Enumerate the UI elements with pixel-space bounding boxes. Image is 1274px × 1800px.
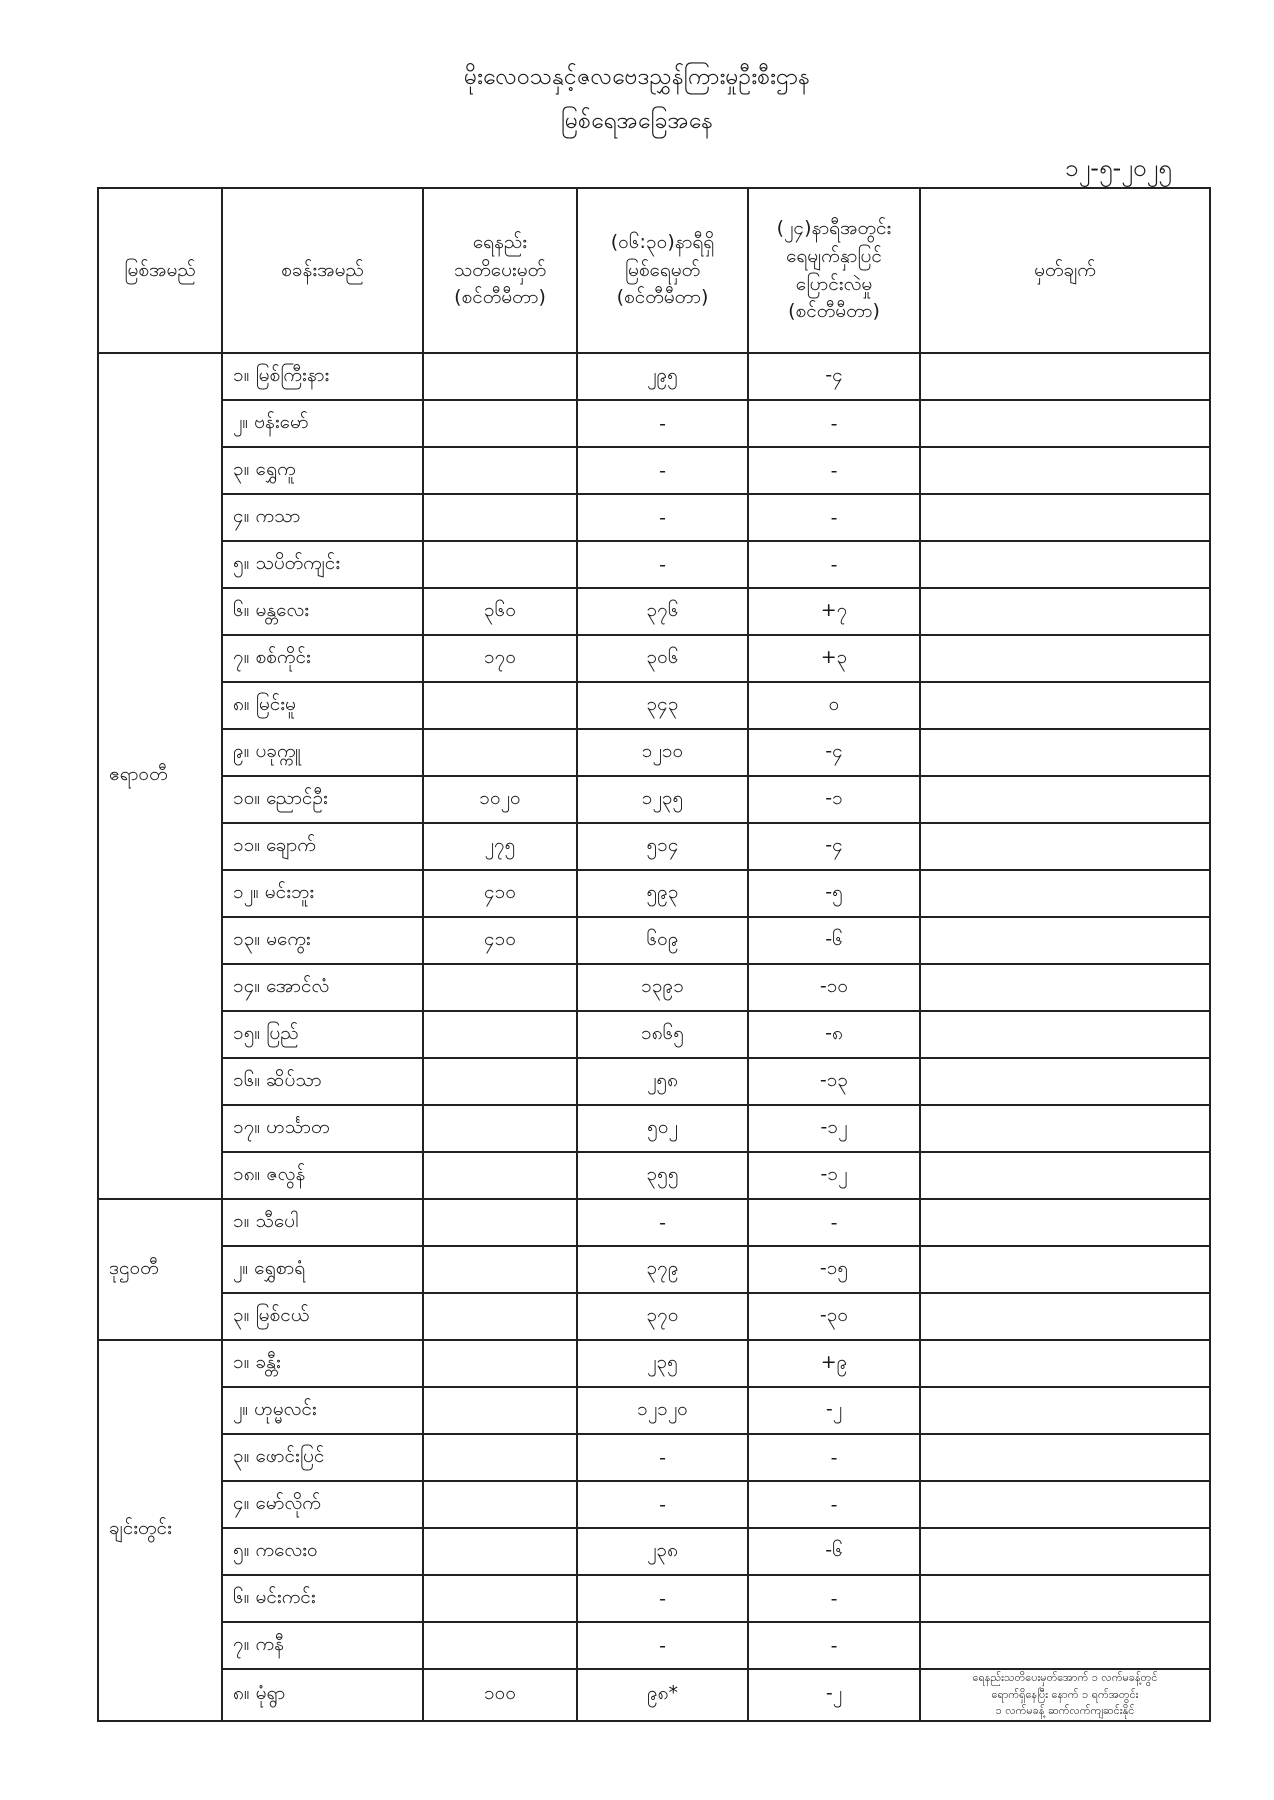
warning-level-cell: [423, 447, 577, 494]
remark-cell: [920, 1575, 1210, 1622]
remark-cell: [920, 1246, 1210, 1293]
warning-level-cell: [423, 1528, 577, 1575]
water-level-cell: -: [577, 1199, 748, 1246]
station-name-cell: ၉။ ပခုက္ကူ: [222, 729, 423, 776]
water-level-cell: ၃၀၆: [577, 635, 748, 682]
report-date: ၁၂-၅-၂၀၂၅: [1065, 154, 1172, 182]
change-cell: -: [748, 1481, 920, 1528]
water-level-cell: ၁၂၃၅: [577, 776, 748, 823]
water-level-cell: -: [577, 541, 748, 588]
remark-cell: [920, 1340, 1210, 1387]
station-name-cell: ၆။ မန္တလေး: [222, 588, 423, 635]
change-cell: -၁၂: [748, 1105, 920, 1152]
water-level-cell: ၅၁၄: [577, 823, 748, 870]
change-cell: -၁၂: [748, 1152, 920, 1199]
table-row: [98, 1528, 1210, 1575]
station-name-cell: ၁၁။ ချောက်: [222, 823, 423, 870]
remark-line: ရောက်ရှိနေပြီး နောက် ၁ ရက်အတွင်း: [991, 1687, 1139, 1701]
station-name-cell: ၃။ ဖောင်းပြင်: [222, 1434, 423, 1481]
station-name-cell: ၂။ ဗန်းမော်: [222, 400, 423, 447]
remark-cell: [920, 1293, 1210, 1340]
table-row: [98, 682, 1210, 729]
change-cell: -: [748, 494, 920, 541]
warning-level-cell: [423, 1575, 577, 1622]
warning-level-cell: [423, 1199, 577, 1246]
warning-level-cell: [423, 1152, 577, 1199]
header-station: စခန်းအမည်: [222, 188, 423, 353]
water-level-cell: ၁၃၉၁: [577, 964, 748, 1011]
remark-cell: [920, 823, 1210, 870]
change-cell: -၁၃: [748, 1058, 920, 1105]
change-cell: -၆: [748, 1528, 920, 1575]
table-row: [98, 447, 1210, 494]
station-name-cell: ၁၄။ အောင်လံ: [222, 964, 423, 1011]
remark-cell: [920, 588, 1210, 635]
water-level-cell: ၅၀၂: [577, 1105, 748, 1152]
header-24h-change: [748, 188, 920, 353]
warning-level-cell: ၄၁၀: [423, 870, 577, 917]
table-row: [98, 1669, 1210, 1721]
station-name-cell: ၁။ မြစ်ကြီးနား: [222, 353, 423, 400]
header-level-line: (စင်တီမီတာ): [616, 286, 709, 309]
remark-cell: [920, 1105, 1210, 1152]
station-name-cell: ၁၇။ ဟင်္သာတ: [222, 1105, 423, 1152]
station-name-cell: ၈။ မုံရွာ: [222, 1669, 423, 1721]
station-name-cell: ၅။ သပိတ်ကျင်း: [222, 541, 423, 588]
remark-cell: [920, 1622, 1210, 1669]
river-name-cell: ဒုဌဝတီ: [98, 1199, 222, 1340]
change-cell: -၄: [748, 823, 920, 870]
remark-cell: [920, 447, 1210, 494]
river-name-cell: ဧရာဝတီ: [98, 353, 222, 1199]
water-level-cell: -: [577, 1575, 748, 1622]
station-name-cell: ၁၅။ ပြည်: [222, 1011, 423, 1058]
station-name-cell: ၂။ ဟုမ္မလင်း: [222, 1387, 423, 1434]
table-row: [98, 1575, 1210, 1622]
remark-cell: [920, 729, 1210, 776]
warning-level-cell: ၁၀၀: [423, 1669, 577, 1721]
remark-cell: [920, 353, 1210, 400]
header-row: [98, 188, 1210, 353]
table-row: [98, 1340, 1210, 1387]
table-row: [98, 1011, 1210, 1058]
warning-level-cell: [423, 1434, 577, 1481]
change-cell: -၂: [748, 1669, 920, 1721]
table-row: [98, 1293, 1210, 1340]
water-level-cell: ၃၇၆: [577, 588, 748, 635]
water-level-cell: ၁၈၆၅: [577, 1011, 748, 1058]
water-level-cell: ၁၂၁၂၀: [577, 1387, 748, 1434]
table-row: [98, 917, 1210, 964]
change-cell: -၁၅: [748, 1246, 920, 1293]
table-row: [98, 1105, 1210, 1152]
table-body: [98, 353, 1210, 1721]
remark-cell: [920, 870, 1210, 917]
remark-line: ရေနည်းသတိပေးမှတ်အောက် ၁ လက်မခန့်တွင်: [972, 1671, 1158, 1684]
water-level-cell: -: [577, 494, 748, 541]
remark-cell: [920, 635, 1210, 682]
header-change-line: (၂၄)နာရီအတွင်း: [776, 217, 892, 240]
water-level-cell: -: [577, 1622, 748, 1669]
station-name-cell: ၃။ မြစ်ငယ်: [222, 1293, 423, 1340]
table-row: [98, 964, 1210, 1011]
header-water-level: [577, 188, 748, 353]
header-remark: မှတ်ချက်: [920, 188, 1210, 353]
station-name-cell: ၁၀။ ညောင်ဦး: [222, 776, 423, 823]
water-level-cell: ၉၈*: [577, 1669, 748, 1721]
river-level-table: [97, 187, 1211, 1722]
warning-level-cell: [423, 541, 577, 588]
change-cell: -: [748, 1199, 920, 1246]
table-row: [98, 729, 1210, 776]
station-name-cell: ၇။ စစ်ကိုင်း: [222, 635, 423, 682]
header-level-line: မြစ်ရေမှတ်: [624, 258, 701, 281]
warning-level-cell: [423, 1105, 577, 1152]
remark-cell: [920, 964, 1210, 1011]
station-name-cell: ၁၈။ ဇလွန်: [222, 1152, 423, 1199]
table-row: [98, 1387, 1210, 1434]
table-row: [98, 1152, 1210, 1199]
change-cell: ၀: [748, 682, 920, 729]
warning-level-cell: [423, 1246, 577, 1293]
header-river: မြစ်အမည်: [98, 188, 222, 353]
warning-level-cell: ၁၇၀: [423, 635, 577, 682]
change-cell: -၃၀: [748, 1293, 920, 1340]
station-name-cell: ၄။ ကသာ: [222, 494, 423, 541]
warning-level-cell: ၂၇၅: [423, 823, 577, 870]
change-cell: -: [748, 400, 920, 447]
station-name-cell: ၁။ ခန္တီး: [222, 1340, 423, 1387]
change-cell: -၆: [748, 917, 920, 964]
change-cell: -၅: [748, 870, 920, 917]
header-change-line: ပြောင်းလဲမှု: [795, 272, 873, 295]
station-name-cell: ၁၂။ မင်းဘူး: [222, 870, 423, 917]
table-row: [98, 1199, 1210, 1246]
remark-cell: [920, 1011, 1210, 1058]
remark-cell: [920, 1152, 1210, 1199]
header-warning-level: [423, 188, 577, 353]
header-warning-line: ရေနည်း: [472, 231, 528, 254]
table-row: [98, 635, 1210, 682]
table-row: [98, 823, 1210, 870]
river-name-cell: ချင်းတွင်း: [98, 1340, 222, 1721]
station-name-cell: ၄။ မော်လိုက်: [222, 1481, 423, 1528]
table-row: [98, 1246, 1210, 1293]
change-cell: -၂: [748, 1387, 920, 1434]
warning-level-cell: [423, 1387, 577, 1434]
water-level-cell: ၁၂၁၀: [577, 729, 748, 776]
change-cell: -၈: [748, 1011, 920, 1058]
header-warning-line: သတိပေးမှတ်: [453, 258, 547, 281]
station-name-cell: ၈။ မြင်းမူ: [222, 682, 423, 729]
water-level-cell: -: [577, 1481, 748, 1528]
change-cell: +၉: [748, 1340, 920, 1387]
station-name-cell: ၇။ ကနီ: [222, 1622, 423, 1669]
water-level-cell: ၃၅၅: [577, 1152, 748, 1199]
change-cell: -: [748, 1622, 920, 1669]
warning-level-cell: [423, 1293, 577, 1340]
table-row: [98, 353, 1210, 400]
change-cell: -: [748, 541, 920, 588]
station-name-cell: ၂။ ရွှေစာရံ: [222, 1246, 423, 1293]
change-cell: -: [748, 447, 920, 494]
change-cell: -: [748, 1434, 920, 1481]
warning-level-cell: [423, 1340, 577, 1387]
water-level-cell: ၂၃၅: [577, 1340, 748, 1387]
table-row: [98, 1058, 1210, 1105]
water-level-cell: ၆၀၉: [577, 917, 748, 964]
station-name-cell: ၁၃။ မကွေး: [222, 917, 423, 964]
remark-cell: [920, 494, 1210, 541]
warning-level-cell: ၁၀၂၀: [423, 776, 577, 823]
change-cell: -၁၀: [748, 964, 920, 1011]
station-name-cell: ၁၆။ ဆိပ်သာ: [222, 1058, 423, 1105]
table-row: [98, 494, 1210, 541]
water-level-cell: ၂၃၈: [577, 1528, 748, 1575]
change-cell: +၇: [748, 588, 920, 635]
remark-cell: [920, 1528, 1210, 1575]
header-change-line: (စင်တီမီတာ): [788, 300, 880, 323]
water-level-cell: ၃၄၃: [577, 682, 748, 729]
remark-cell: [920, 1434, 1210, 1481]
table-row: [98, 588, 1210, 635]
station-name-cell: ၁။ သီပေါ: [222, 1199, 423, 1246]
change-cell: -၁: [748, 776, 920, 823]
header-change-line: ရေမျက်နှာပြင်: [786, 244, 882, 267]
remark-cell: [920, 541, 1210, 588]
water-level-cell: ၂၉၅: [577, 353, 748, 400]
water-level-cell: ၅၉၃: [577, 870, 748, 917]
warning-level-cell: ၄၁၀: [423, 917, 577, 964]
remark-cell: [920, 1058, 1210, 1105]
warning-level-cell: [423, 1622, 577, 1669]
table-row: [98, 870, 1210, 917]
remark-cell: [920, 1199, 1210, 1246]
table-row: [98, 776, 1210, 823]
change-cell: +၃: [748, 635, 920, 682]
table-row: [98, 1481, 1210, 1528]
station-name-cell: ၃။ ရွှေကူ: [222, 447, 423, 494]
table-row: [98, 1434, 1210, 1481]
change-cell: -၄: [748, 353, 920, 400]
warning-level-cell: [423, 400, 577, 447]
remark-cell: [920, 1387, 1210, 1434]
remark-cell: [920, 682, 1210, 729]
water-level-cell: -: [577, 1434, 748, 1481]
remark-line: ၁ လက်မခန့် ဆက်လက်ကျဆင်းနိုင်: [995, 1704, 1135, 1717]
report-title: မြစ်ရေအခြေအနေ: [561, 108, 713, 134]
remark-cell: [920, 917, 1210, 964]
station-name-cell: ၅။ ကလေးဝ: [222, 1528, 423, 1575]
water-level-cell: ၃၇၀: [577, 1293, 748, 1340]
warning-level-cell: [423, 353, 577, 400]
change-cell: -: [748, 1575, 920, 1622]
warning-level-cell: ၃၆၀: [423, 588, 577, 635]
warning-level-cell: [423, 1058, 577, 1105]
change-cell: -၄: [748, 729, 920, 776]
remark-cell: [920, 1481, 1210, 1528]
warning-level-cell: [423, 964, 577, 1011]
water-level-cell: -: [577, 400, 748, 447]
warning-level-cell: [423, 729, 577, 776]
header-level-line: (၀၆:၃၀)နာရီရှိ: [610, 231, 715, 254]
warning-level-cell: [423, 682, 577, 729]
water-level-cell: -: [577, 447, 748, 494]
remark-cell: [920, 400, 1210, 447]
table-row: [98, 400, 1210, 447]
header-warning-line: (စင်တီမီတာ): [454, 286, 546, 309]
station-name-cell: ၆။ မင်းကင်း: [222, 1575, 423, 1622]
warning-level-cell: [423, 1481, 577, 1528]
water-level-cell: ၃၇၉: [577, 1246, 748, 1293]
warning-level-cell: [423, 494, 577, 541]
warning-level-cell: [423, 1011, 577, 1058]
department-title: မိုးလေဝသနှင့်ဇလဗေဒညွှန်ကြားမှုဦးစီးဌာန: [463, 64, 811, 90]
table-row: [98, 1622, 1210, 1669]
remark-cell: [920, 776, 1210, 823]
table-row: [98, 541, 1210, 588]
water-level-cell: ၂၅၈: [577, 1058, 748, 1105]
remark-cell: [920, 1669, 1210, 1721]
